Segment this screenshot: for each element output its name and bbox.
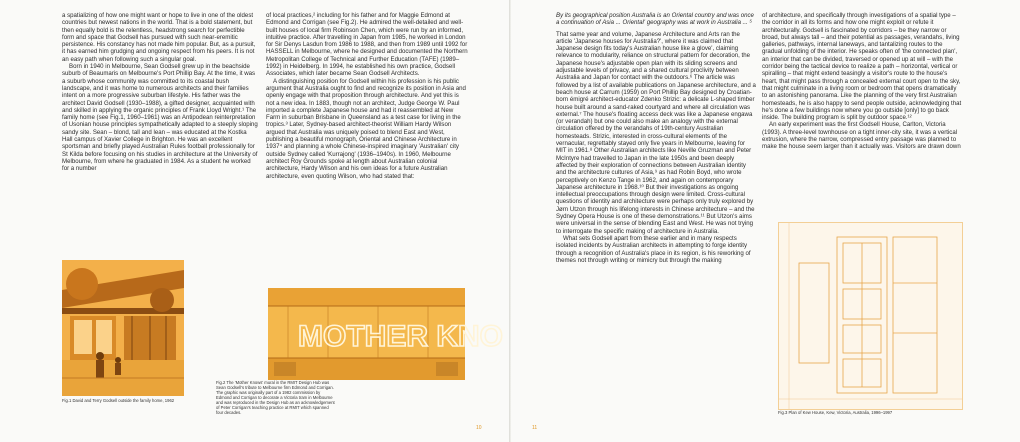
figure-1-caption: Fig.1 David and Terry Godsell outside the family home, 1962 [62,398,175,403]
body-paragraph: What sets Godsell apart from these earlier and in many respects isolated incidents by Australian architects in attempting to forge identity through a recognition of Australia's place in its region, is his reworking of themes not through writing or mimicry but through the making [556,234,751,264]
figure-3-kew-house-plan [778,222,963,410]
body-paragraph: Born in 1940 in Melbourne, Sean Godsell grew up in the beachside suburb of Beaumaris on Melbourne's Port Phillip Bay. At the time, it was a suburb whose community was committed to its coastal bush landscape, and it was home to numerous architects and their families intent on a more progressive suburban lifestyle. His father was the architect David Godsell (1930–1988), a gifted designer, acquainted with and skilled in applying the organic principles of Frank Lloyd Wright.¹ The family home (see Fig.1, 1960–1961) was an Antipodean reinterpretation of Usonian house principles sympathetically adapted to a steeply sloping sandy site. Sean – blond, tall and lean – was educated at the Kostka Hall campus of Xavier College in Brighton. He was an excellent sportsman and briefly played Australian Rules football professionally for St Kilda before focusing on his studies in architecture at the University of Melbourne, from where he graduated in 1984. As a student he worked for a number [62,63,258,173]
body-paragraph: That same year and volume, Japanese Architecture and Arts ran the article 'Japanese houses for Australia?', where it was claimed that Japanese design fits today's Australian house like a glove', claiming relevance to modularity, reliance on structural pattern for decoration, the Japanese house's adjustable open plan with its sliding screens and adjustable levels of privacy, and a shared cultural proclivity between Australia and Japan for contact with the outdoors.⁶ The article was followed by a list of available publications on Japanese architecture, and a beach house at Carrum (1959) on Port Phillip Bay designed by Croatian-born émigré architect-educator Zdenko Strizic: a delicate L-shaped timber house built around a sand-raked courtyard and where all circulation was external.⁷ The house's floating access deck was like a Japanese engawa (or verandah) but one could also make an analogy with the external circulation offered by the verandahs of 19th-century Australian homesteads. Strizic, interested in cross-cultural elements of the vernacular, regrettably stayed only five years in Melbourne, leaving for MIT in 1961.⁸ Other Australian architects like Neville Gruzman and Peter McIntyre had travelled to Japan in the late 1950s and been deeply affected by their exploration of connections between Australian identity and the architecture cultures of Asia,⁹ as had Robin Boyd, who wrote perceptively on Kenzo Tange in 1962, and again on contemporary Japanese architecture in 1968.¹⁰ But their investigations as ongoing intellectual preoccupations through design were limited. Cross-cultural questions of identity and architecture were perhaps only truly explored by Jørn Utzon through his lifelong interests in Chinese architecture – and the Sydney Opera House is one of these demonstrations.¹¹ But Utzon's aims were universal in the sense of blending East and West. He was not trying to interrogate the specific making of architecture in Australia. [556,30,756,235]
body-paragraph: A distinguishing position for Godsell within his profession is his public argument that Australia ought to find and recognize its position in Asia and openly engage with that proposition through architecture. And yet this is not a new idea. In 1883, though not an architect, Judge George W. Paul imported a complete Japanese house and had it reassembled at New Farm in suburban Brisbane in Queensland as a test case for living in the tropics.³ Later, Sydney-based architect-theorist William Hardy Wilson argued that Australia was uniquely poised to blend East and West, publishing a beautiful monograph, Oriental and Chinese Architecture in 1937⁴ and planning a whole Chinese-inspired imaginary 'Australian' city outside Sydney called 'Kurrajong' (1936–1940s). In 1960, Melbourne architect Roy Grounds spoke at length about Australian colonial architecture, Hardy Wilson and his own ideas for a future Australian architecture, even quoting Wilson, who had stated that: [266,77,466,180]
mural-lettering: MOTHER KNO [298,320,503,353]
right-page-number: 11 [532,425,538,431]
body-paragraph: a spatializing of how one might want or hope to live in one of the oldest countries but newest nations in the world. That is a bold statement, but then equally bold is the relentless, headstrong search for perfectible form and space that Godsell has pursued with such near-eremitic persistence. His constancy has not made him popular. But, as a pursuit, it has earned him grudging and ongoing respect from his peers. It is not an easy path when following such a singular goal. [62,12,256,63]
page-gutter [509,0,511,442]
body-paragraph: of architecture, and specifically through investigations of a spatial type – the corridor in all its forms and how one might exploit or refute it architecturally. Godsell is fascinated by corridors – be they narrow or broad, but always tall – and their potential as passages, verandahs, living galleries, pathways, internal laneways, and tantalizing routes to the gradual unfolding of the interior. He speaks often of 'the connected plan', an interior that can be divided, traversed or opened up at will – with the corridor being the tactical device to realize a path – horizontal, vertical or spiralling – that might extend teasingly a visitor's route to the house's heart, that might pass through a concealed external court open to the sky, that might culminate in a living room or bedroom that opens dramatically to an astonishing panorama. Like the planning of the very first Australian homesteads, he is also happy to send people outside, acknowledging that he's done a few buildings now where you go outside [only] to go back inside. The building program is split by outdoor space.¹² [762,12,962,122]
right-page-column-1 [556,12,756,264]
figure-1-family-home-photo [62,260,184,396]
epigraph-quote: By its geographical position Australia is an Oriental country and was once a continuation of Asia ... Oriental' geography was at work in Australia ... ⁵ [556,12,754,27]
family-home-photo-image [62,260,184,396]
figure-3-caption: Fig.3 Plan of Kew House, Kew, Victoria, Australia, 1996–1997 [778,410,893,415]
left-page-number: 10 [476,425,482,431]
figure-2-caption: Fig.2 The 'Mother Knows' mural in the RMIT Design Hub was Sean Godsell's tribute to Melbourne firm Edmond and Corrigan. The graphic was originally part of a 1982 commission by Edmond and Corrigan to decorate a Victoria tram in Melbourne and was reproduced in the Design Hub as an acknowledgement of Peter Corrigan's teaching practice at RMIT which spanned four decades. [216,380,335,415]
figure-2-mural-photo [268,288,503,380]
left-page-column-2 [266,12,468,180]
right-page-column-2 [762,12,962,151]
mural-photo-image [268,288,503,380]
floor-plan-drawing [779,223,962,409]
body-paragraph: of local practices,² including for his father and for Maggie Edmond at Edmond and Corrigan (see Fig.2). He admired the well-detailed and well-built houses of local firm Robinson Chen, which were run by an informed, intuitive practice. After travelling in Japan from 1985, he worked in London for Sir Denys Lasdun from 1986 to 1988, and then from 1989 until 1992 for HASSELL in Melbourne, where he designed and documented the Northern Metropolitan College of Technical and Further Education (TAFE) (1989–1992) in Heidelberg. In 1994, he established his own practice, Godsell Associates, which later became Sean Godsell Architects. [266,12,468,78]
left-page-column-1 [62,12,258,173]
body-paragraph: An early experiment was the first Godsell House, Carlton, Victoria (1993). A three-level townhouse on a tight inner-city site, it was a vertical extrusion, where the narrow, compressed entry passage was planned to make the house seem larger than it actually was. Visitors are drawn down [762,121,961,151]
